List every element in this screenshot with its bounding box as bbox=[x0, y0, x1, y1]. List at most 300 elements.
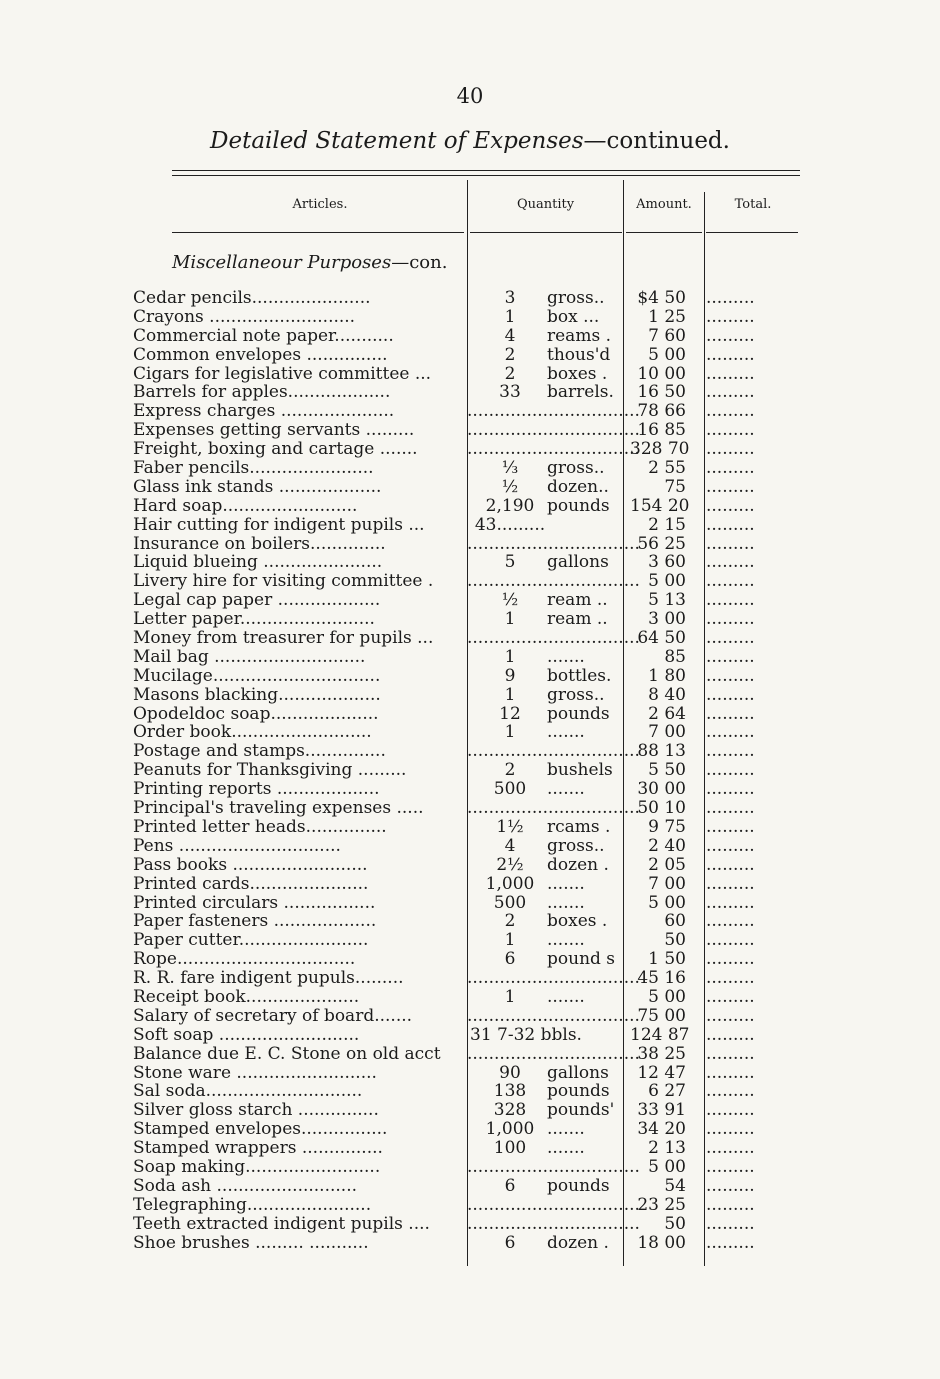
total-cell: ......... bbox=[706, 420, 755, 441]
table-row bbox=[0, 440, 894, 459]
article-cell: Expenses getting servants ......... bbox=[133, 420, 415, 441]
article-cell: Principal's traveling expenses ..... bbox=[133, 798, 424, 819]
quantity-number: 1,000 bbox=[485, 1119, 535, 1140]
article-cell: Silver gloss starch ............... bbox=[133, 1100, 379, 1121]
amount-cell: 23 25 bbox=[637, 1194, 686, 1215]
quantity-unit: bushels bbox=[547, 760, 613, 781]
header-underline-total bbox=[706, 232, 798, 233]
article-cell: Commercial note paper........... bbox=[133, 325, 394, 346]
total-cell: ......... bbox=[706, 363, 755, 384]
amount-cell: 328 70 bbox=[630, 439, 690, 460]
quantity-number: 6 bbox=[504, 949, 516, 970]
amount-cell: 18 00 bbox=[637, 1232, 686, 1253]
quantity-leader-dots: ................................ bbox=[467, 420, 640, 441]
table-row bbox=[0, 1007, 894, 1026]
total-cell: ......... bbox=[706, 1213, 755, 1234]
section-heading-italic: Miscellaneour Purposes bbox=[172, 252, 392, 273]
quantity-leader-dots: ................................ bbox=[467, 1156, 640, 1177]
column-header-articles: Articles. bbox=[292, 197, 348, 212]
quantity-leader-dots: ................................ bbox=[467, 439, 640, 460]
amount-cell: 50 10 bbox=[637, 798, 686, 819]
quantity-leader-dots: ................................ bbox=[467, 798, 640, 819]
section-heading-rest: —con. bbox=[391, 252, 448, 273]
amount-cell: 5 00 bbox=[648, 1156, 686, 1177]
total-cell: ......... bbox=[706, 968, 755, 989]
amount-cell: 1 80 bbox=[648, 665, 686, 686]
article-cell: Mucilage............................... bbox=[133, 665, 381, 686]
table-row bbox=[0, 723, 894, 742]
quantity-unit: ....... bbox=[547, 930, 585, 951]
amount-cell: 50 bbox=[664, 1213, 686, 1234]
article-cell: Stamped wrappers ............... bbox=[133, 1138, 383, 1159]
quantity-leader-dots: ................................ bbox=[467, 628, 640, 649]
article-cell: Shoe brushes ......... ........... bbox=[133, 1232, 369, 1253]
amount-cell: $4 50 bbox=[637, 288, 686, 308]
amount-cell: 50 bbox=[664, 930, 686, 951]
article-cell: Crayons ........................... bbox=[133, 306, 356, 327]
section-heading bbox=[172, 252, 447, 273]
total-cell: ......... bbox=[706, 646, 755, 667]
quantity-leader-dots: ................................ bbox=[467, 571, 640, 592]
title-rest: —continued. bbox=[583, 128, 730, 154]
quantity-unit: ....... bbox=[547, 1138, 585, 1159]
total-cell: ......... bbox=[706, 911, 755, 932]
article-cell: Printed circulars ................. bbox=[133, 892, 376, 913]
total-cell: ......... bbox=[706, 665, 755, 686]
quantity-number: 6 bbox=[504, 1232, 516, 1253]
quantity-unit: rcams . bbox=[547, 816, 611, 837]
total-cell: ......... bbox=[706, 628, 755, 649]
amount-cell: 3 60 bbox=[648, 552, 686, 573]
quantity-unit: gross.. bbox=[547, 288, 605, 308]
amount-cell: 2 55 bbox=[648, 458, 686, 479]
quantity-unit: dozen.. bbox=[547, 476, 609, 497]
quantity-number: 5 bbox=[504, 552, 516, 573]
quantity-leader-dots: ................................ bbox=[467, 1213, 640, 1234]
total-cell: ......... bbox=[706, 930, 755, 951]
quantity-number: 2 bbox=[504, 344, 516, 365]
table-row bbox=[0, 705, 894, 724]
table-row bbox=[0, 402, 894, 421]
amount-cell: 7 00 bbox=[648, 873, 686, 894]
quantity-unit: pounds' bbox=[547, 1100, 615, 1121]
quantity-unit: gallons bbox=[547, 552, 609, 573]
total-cell: ......... bbox=[706, 986, 755, 1007]
quantity-number: 2,190 bbox=[485, 495, 535, 516]
table-row bbox=[0, 459, 894, 478]
quantity-number: 1 bbox=[504, 722, 516, 743]
quantity-unit: pounds bbox=[547, 495, 610, 516]
article-cell: Paper fasteners ................... bbox=[133, 911, 377, 932]
quantity-unit: pounds bbox=[547, 1081, 610, 1102]
table-row bbox=[0, 1064, 894, 1083]
amount-cell: 75 bbox=[664, 476, 686, 497]
total-cell: ......... bbox=[706, 306, 755, 327]
total-cell: ......... bbox=[706, 401, 755, 422]
article-cell: Cigars for legislative committee ... bbox=[133, 363, 432, 384]
quantity-leader-dots: ................................ bbox=[467, 533, 640, 554]
table-row bbox=[0, 931, 894, 950]
amount-cell: 1 50 bbox=[648, 949, 686, 970]
article-cell: Money from treasurer for pupils ... bbox=[133, 628, 434, 649]
article-cell: Cedar pencils...................... bbox=[133, 288, 371, 308]
amount-cell: 5 00 bbox=[648, 571, 686, 592]
table-row bbox=[0, 912, 894, 931]
total-cell: ......... bbox=[706, 892, 755, 913]
article-cell: Barrels for apples................... bbox=[133, 382, 391, 403]
table-row bbox=[0, 950, 894, 969]
table-row bbox=[0, 1026, 894, 1045]
article-cell: Liquid blueing ...................... bbox=[133, 552, 383, 573]
column-header-amount: Amount. bbox=[636, 197, 692, 212]
table-row bbox=[0, 516, 894, 535]
article-cell: Telegraphing....................... bbox=[133, 1194, 372, 1215]
quantity-number: 100 bbox=[493, 1138, 527, 1159]
page-number: 40 bbox=[456, 84, 484, 108]
quantity-number: 2½ bbox=[496, 854, 524, 875]
article-cell: Printing reports ................... bbox=[133, 779, 380, 800]
amount-cell: 7 00 bbox=[648, 722, 686, 743]
quantity-unit: pounds bbox=[547, 703, 610, 724]
quantity-unit: gross.. bbox=[547, 684, 605, 705]
amount-cell: 5 13 bbox=[648, 590, 686, 611]
total-cell: ......... bbox=[706, 514, 755, 535]
quantity-number: 2 bbox=[504, 911, 516, 932]
amount-cell: 1 25 bbox=[648, 306, 686, 327]
article-cell: Order book.......................... bbox=[133, 722, 372, 743]
article-cell: Masons blacking................... bbox=[133, 684, 381, 705]
article-cell: Hair cutting for indigent pupils ... bbox=[133, 514, 425, 535]
amount-cell: 3 00 bbox=[648, 609, 686, 630]
quantity-leader-dots: ................................ bbox=[467, 1194, 640, 1215]
table-row bbox=[0, 856, 894, 875]
quantity-number: 31 7-32 bbls. bbox=[470, 1024, 582, 1045]
quantity-number: ⅓ bbox=[501, 458, 519, 479]
table-row bbox=[0, 478, 894, 497]
quantity-unit: pound s bbox=[547, 949, 616, 970]
article-cell: Pass books ......................... bbox=[133, 854, 368, 875]
quantity-number: 6 bbox=[504, 1175, 516, 1196]
quantity-leader-dots: ................................ bbox=[467, 1005, 640, 1026]
amount-cell: 56 25 bbox=[637, 533, 686, 554]
quantity-unit: reams . bbox=[547, 325, 611, 346]
table-row bbox=[0, 1234, 894, 1253]
total-cell: ......... bbox=[706, 344, 755, 365]
table-row bbox=[0, 308, 894, 327]
total-cell: ......... bbox=[706, 1194, 755, 1215]
table-row bbox=[0, 742, 894, 761]
header-underline-quantity bbox=[470, 232, 622, 233]
article-cell: Soap making......................... bbox=[133, 1156, 381, 1177]
table-row bbox=[0, 365, 894, 384]
amount-cell: 7 60 bbox=[648, 325, 686, 346]
quantity-number: 4 bbox=[504, 325, 516, 346]
article-cell: Legal cap paper ................... bbox=[133, 590, 381, 611]
table-row bbox=[0, 667, 894, 686]
table-row bbox=[0, 346, 894, 365]
amount-cell: 16 50 bbox=[637, 382, 686, 403]
quantity-unit: gross.. bbox=[547, 458, 605, 479]
quantity-unit: ....... bbox=[547, 1119, 585, 1140]
total-cell: ......... bbox=[706, 1232, 755, 1253]
article-cell: Pens .............................. bbox=[133, 835, 341, 856]
total-cell: ......... bbox=[706, 552, 755, 573]
table-row bbox=[0, 497, 894, 516]
table-row bbox=[0, 1101, 894, 1120]
table-row bbox=[0, 818, 894, 837]
table-row bbox=[0, 327, 894, 346]
total-cell: ......... bbox=[706, 949, 755, 970]
amount-cell: 85 bbox=[664, 646, 686, 667]
amount-cell: 8 40 bbox=[648, 684, 686, 705]
total-cell: ......... bbox=[706, 1138, 755, 1159]
amount-cell: 124 87 bbox=[630, 1024, 690, 1045]
total-cell: ......... bbox=[706, 1005, 755, 1026]
amount-cell: 45 16 bbox=[637, 968, 686, 989]
quantity-number: ½ bbox=[501, 476, 519, 497]
amount-cell: 2 13 bbox=[648, 1138, 686, 1159]
amount-cell: 2 05 bbox=[648, 854, 686, 875]
quantity-number: 1 bbox=[504, 930, 516, 951]
quantity-number: 3 bbox=[504, 288, 516, 308]
total-cell: ......... bbox=[706, 495, 755, 516]
amount-cell: 54 bbox=[664, 1175, 686, 1196]
article-cell: Sal soda............................. bbox=[133, 1081, 363, 1102]
total-cell: ......... bbox=[706, 1119, 755, 1140]
article-cell: Hard soap......................... bbox=[133, 495, 358, 516]
table-row bbox=[0, 383, 894, 402]
article-cell: Opodeldoc soap.................... bbox=[133, 703, 379, 724]
article-cell: Printed cards...................... bbox=[133, 873, 369, 894]
total-cell: ......... bbox=[706, 854, 755, 875]
quantity-unit: pounds bbox=[547, 1175, 610, 1196]
total-cell: ......... bbox=[706, 684, 755, 705]
quantity-unit: ....... bbox=[547, 873, 585, 894]
amount-cell: 154 20 bbox=[630, 495, 690, 516]
total-cell: ......... bbox=[706, 382, 755, 403]
quantity-number: 12 bbox=[499, 703, 521, 724]
quantity-number: 9 bbox=[504, 665, 516, 686]
table-row bbox=[0, 1215, 894, 1234]
quantity-unit: barrels. bbox=[547, 382, 614, 403]
quantity-number: 1 bbox=[504, 986, 516, 1007]
quantity-unit: ream .. bbox=[547, 590, 608, 611]
quantity-number: 500 bbox=[493, 779, 527, 800]
table-row bbox=[0, 988, 894, 1007]
total-cell: ......... bbox=[706, 325, 755, 346]
quantity-leader-dots: ................................ bbox=[467, 401, 640, 422]
article-cell: Soda ash .......................... bbox=[133, 1175, 358, 1196]
quantity-number: 4 bbox=[504, 835, 516, 856]
table-row bbox=[0, 1082, 894, 1101]
column-header-total: Total. bbox=[734, 197, 772, 212]
quantity-number: 90 bbox=[499, 1062, 521, 1083]
table-row bbox=[0, 875, 894, 894]
column-header-quantity: Quantity bbox=[516, 197, 575, 212]
quantity-unit: box ... bbox=[547, 306, 600, 327]
total-cell: ......... bbox=[706, 835, 755, 856]
table-row bbox=[0, 761, 894, 780]
table-row bbox=[0, 1120, 894, 1139]
article-cell: Livery hire for visiting committee . bbox=[133, 571, 434, 592]
amount-cell: 12 47 bbox=[637, 1062, 686, 1083]
title-italic: Detailed Statement of Expenses bbox=[210, 128, 584, 154]
quantity-number: 1 bbox=[504, 306, 516, 327]
amount-cell: 2 40 bbox=[648, 835, 686, 856]
amount-cell: 38 25 bbox=[637, 1043, 686, 1064]
quantity-leader-dots: ................................ bbox=[467, 1043, 640, 1064]
table-row bbox=[0, 610, 894, 629]
page-title bbox=[0, 128, 940, 154]
quantity-leader-dots: ................................ bbox=[467, 968, 640, 989]
amount-cell: 33 91 bbox=[637, 1100, 686, 1121]
amount-cell: 60 bbox=[664, 911, 686, 932]
article-cell: Letter paper......................... bbox=[133, 609, 375, 630]
amount-cell: 5 50 bbox=[648, 760, 686, 781]
article-cell: Mail bag ............................ bbox=[133, 646, 366, 667]
table-row bbox=[0, 686, 894, 705]
table-row bbox=[0, 969, 894, 988]
article-cell: Printed letter heads............... bbox=[133, 816, 387, 837]
total-cell: ......... bbox=[706, 722, 755, 743]
article-cell: Glass ink stands ................... bbox=[133, 476, 382, 497]
amount-cell: 6 27 bbox=[648, 1081, 686, 1102]
table-row bbox=[0, 591, 894, 610]
amount-cell: 75 00 bbox=[637, 1005, 686, 1026]
amount-cell: 78 66 bbox=[637, 401, 686, 422]
article-cell: Insurance on boilers.............. bbox=[133, 533, 386, 554]
amount-cell: 88 13 bbox=[637, 741, 686, 762]
quantity-number: ½ bbox=[501, 590, 519, 611]
amount-cell: 34 20 bbox=[637, 1119, 686, 1140]
article-cell: Stamped envelopes................ bbox=[133, 1119, 388, 1140]
double-rule-bottom bbox=[172, 175, 800, 176]
quantity-number: 328 bbox=[493, 1100, 527, 1121]
total-cell: ......... bbox=[706, 1156, 755, 1177]
quantity-unit: ....... bbox=[547, 646, 585, 667]
total-cell: ......... bbox=[706, 590, 755, 611]
quantity-unit: ream .. bbox=[547, 609, 608, 630]
amount-cell: 2 64 bbox=[648, 703, 686, 724]
quantity-unit: boxes . bbox=[547, 911, 608, 932]
total-cell: ......... bbox=[706, 1175, 755, 1196]
header-underline-amount bbox=[626, 232, 702, 233]
article-cell: Postage and stamps............... bbox=[133, 741, 386, 762]
quantity-unit: dozen . bbox=[547, 1232, 609, 1253]
table-row bbox=[0, 1158, 894, 1177]
quantity-number: 1½ bbox=[496, 816, 524, 837]
article-cell: Peanuts for Thanksgiving ......... bbox=[133, 760, 407, 781]
expense-table-body bbox=[0, 289, 894, 1252]
total-cell: ......... bbox=[706, 741, 755, 762]
article-cell: Teeth extracted indigent pupils .... bbox=[133, 1213, 430, 1234]
total-cell: ......... bbox=[706, 798, 755, 819]
quantity-number: 500 bbox=[493, 892, 527, 913]
table-row bbox=[0, 1196, 894, 1215]
quantity-unit: boxes . bbox=[547, 363, 608, 384]
quantity-unit: gross.. bbox=[547, 835, 605, 856]
quantity-unit: dozen . bbox=[547, 854, 609, 875]
total-cell: ......... bbox=[706, 1081, 755, 1102]
amount-cell: 64 50 bbox=[637, 628, 686, 649]
quantity-unit: gallons bbox=[547, 1062, 609, 1083]
article-cell: Paper cutter........................ bbox=[133, 930, 369, 951]
quantity-unit: ....... bbox=[547, 779, 585, 800]
quantity-number: 2 bbox=[504, 363, 516, 384]
total-cell: ......... bbox=[706, 779, 755, 800]
article-cell: Salary of secretary of board....... bbox=[133, 1005, 413, 1026]
total-cell: ......... bbox=[706, 609, 755, 630]
table-row bbox=[0, 1045, 894, 1064]
table-row bbox=[0, 572, 894, 591]
table-row bbox=[0, 799, 894, 818]
article-cell: R. R. fare indigent pupuls......... bbox=[133, 968, 404, 989]
quantity-number: 1,000 bbox=[485, 873, 535, 894]
total-cell: ......... bbox=[706, 288, 755, 308]
table-row bbox=[0, 648, 894, 667]
article-cell: Soft soap .......................... bbox=[133, 1024, 360, 1045]
table-row bbox=[0, 1139, 894, 1158]
amount-cell: 30 00 bbox=[637, 779, 686, 800]
total-cell: ......... bbox=[706, 1062, 755, 1083]
quantity-number: 1 bbox=[504, 646, 516, 667]
total-cell: ......... bbox=[706, 533, 755, 554]
quantity-number: 138 bbox=[493, 1081, 527, 1102]
article-cell: Rope................................. bbox=[133, 949, 356, 970]
table-row bbox=[0, 780, 894, 799]
amount-cell: 2 15 bbox=[648, 514, 686, 535]
amount-cell: 16 85 bbox=[637, 420, 686, 441]
quantity-number: 33 bbox=[499, 382, 521, 403]
table-row bbox=[0, 289, 894, 308]
table-row bbox=[0, 1177, 894, 1196]
table-row bbox=[0, 629, 894, 648]
quantity-unit: ....... bbox=[547, 722, 585, 743]
article-cell: Faber pencils....................... bbox=[133, 458, 374, 479]
table-row bbox=[0, 553, 894, 572]
amount-cell: 5 00 bbox=[648, 344, 686, 365]
quantity-unit: ....... bbox=[547, 892, 585, 913]
quantity-number: 1 bbox=[504, 609, 516, 630]
total-cell: ......... bbox=[706, 1024, 755, 1045]
total-cell: ......... bbox=[706, 1100, 755, 1121]
total-cell: ......... bbox=[706, 1043, 755, 1064]
quantity-unit: thous'd bbox=[547, 344, 611, 365]
table-row bbox=[0, 535, 894, 554]
amount-cell: 9 75 bbox=[648, 816, 686, 837]
total-cell: ......... bbox=[706, 571, 755, 592]
article-cell: Receipt book..................... bbox=[133, 986, 360, 1007]
table-row bbox=[0, 421, 894, 440]
header-underline-articles bbox=[172, 232, 464, 233]
total-cell: ......... bbox=[706, 760, 755, 781]
amount-cell: 5 00 bbox=[648, 986, 686, 1007]
article-cell: Stone ware .......................... bbox=[133, 1062, 377, 1083]
amount-cell: 5 00 bbox=[648, 892, 686, 913]
quantity-leader-dots: ................................ bbox=[467, 741, 640, 762]
article-cell: Common envelopes ............... bbox=[133, 344, 388, 365]
total-cell: ......... bbox=[706, 476, 755, 497]
quantity-number: 2 bbox=[504, 760, 516, 781]
article-cell: Freight, boxing and cartage ....... bbox=[133, 439, 418, 460]
amount-cell: 10 00 bbox=[637, 363, 686, 384]
quantity-unit: bottles. bbox=[547, 665, 612, 686]
quantity-unit: ....... bbox=[547, 986, 585, 1007]
article-cell: Express charges ..................... bbox=[133, 401, 395, 422]
table-row bbox=[0, 837, 894, 856]
total-cell: ......... bbox=[706, 703, 755, 724]
table-row bbox=[0, 894, 894, 913]
